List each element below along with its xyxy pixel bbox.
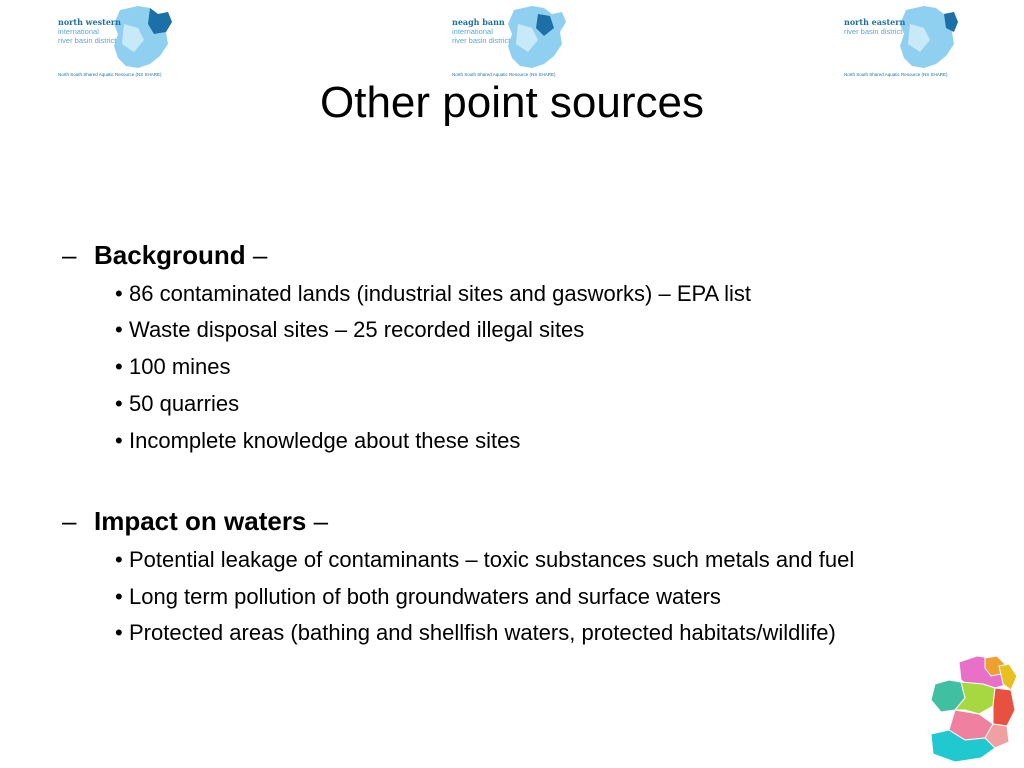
- slide-title: Other point sources: [320, 78, 704, 127]
- list-item-text: Potential leakage of contaminants – toxic substances such metals and fuel: [129, 547, 855, 572]
- logo-tagline: North South Shared Aquatic Resource (NS SHARE): [844, 72, 948, 77]
- list-item: [115, 428, 520, 454]
- logo-line: international: [58, 27, 99, 36]
- list-item-text: Incomplete knowledge about these sites: [129, 428, 521, 453]
- logo-tagline: North South Shared Aquatic Resource (NS SHARE): [452, 72, 556, 77]
- section-heading-background: [62, 240, 267, 271]
- list-item-text: Long term pollution of both groundwaters and surface waters: [129, 584, 721, 609]
- bullet-glyph: •: [115, 281, 123, 306]
- ireland-map-icon: [844, 4, 959, 74]
- logo-line: international: [452, 27, 493, 36]
- section-dash: –: [62, 240, 77, 270]
- logo-north-western: [58, 4, 188, 82]
- bullet-glyph: •: [115, 547, 123, 572]
- logo-north-eastern: [844, 4, 974, 82]
- logo-tagline: North South Shared Aquatic Resource (NS SHARE): [58, 72, 162, 77]
- list-item-text: 100 mines: [129, 354, 231, 379]
- list-item: [115, 391, 239, 417]
- bullet-glyph: •: [115, 620, 123, 645]
- section-dash: –: [62, 506, 77, 536]
- logo-line: river basin district: [844, 27, 903, 36]
- list-item: [115, 354, 231, 380]
- bullet-glyph: •: [115, 317, 123, 342]
- logo-neagh-bann: [452, 4, 582, 82]
- list-item-text: 50 quarries: [129, 391, 240, 416]
- list-item-text: Protected areas (bathing and shellfish waters, protected habitats/wildlife): [129, 620, 836, 645]
- bullet-glyph: •: [115, 391, 123, 416]
- bullet-glyph: •: [115, 428, 123, 453]
- logo-title: north eastern: [844, 17, 906, 27]
- list-item-text: 86 contaminated lands (industrial sites and gasworks) – EPA list: [129, 281, 752, 306]
- section-trail: –: [313, 506, 329, 536]
- bullet-glyph: •: [115, 584, 123, 609]
- section-trail: –: [252, 240, 268, 270]
- section-heading-text: Background: [94, 240, 246, 270]
- section-heading-impact: [62, 506, 328, 537]
- logo-line: river basin district: [58, 36, 117, 45]
- logo-line: river basin district: [452, 36, 511, 45]
- list-item: [115, 547, 854, 573]
- section-heading-text: Impact on waters: [94, 506, 307, 536]
- logo-title: north western: [58, 17, 121, 27]
- list-item: [115, 584, 721, 610]
- ireland-districts-map-icon: [925, 654, 1020, 766]
- list-item-text: Waste disposal sites – 25 recorded illegal sites: [129, 317, 585, 342]
- logo-title: neagh bann: [452, 17, 505, 27]
- list-item: [115, 281, 751, 307]
- bullet-glyph: •: [115, 354, 123, 379]
- list-item: [115, 317, 584, 343]
- list-item: [115, 620, 836, 646]
